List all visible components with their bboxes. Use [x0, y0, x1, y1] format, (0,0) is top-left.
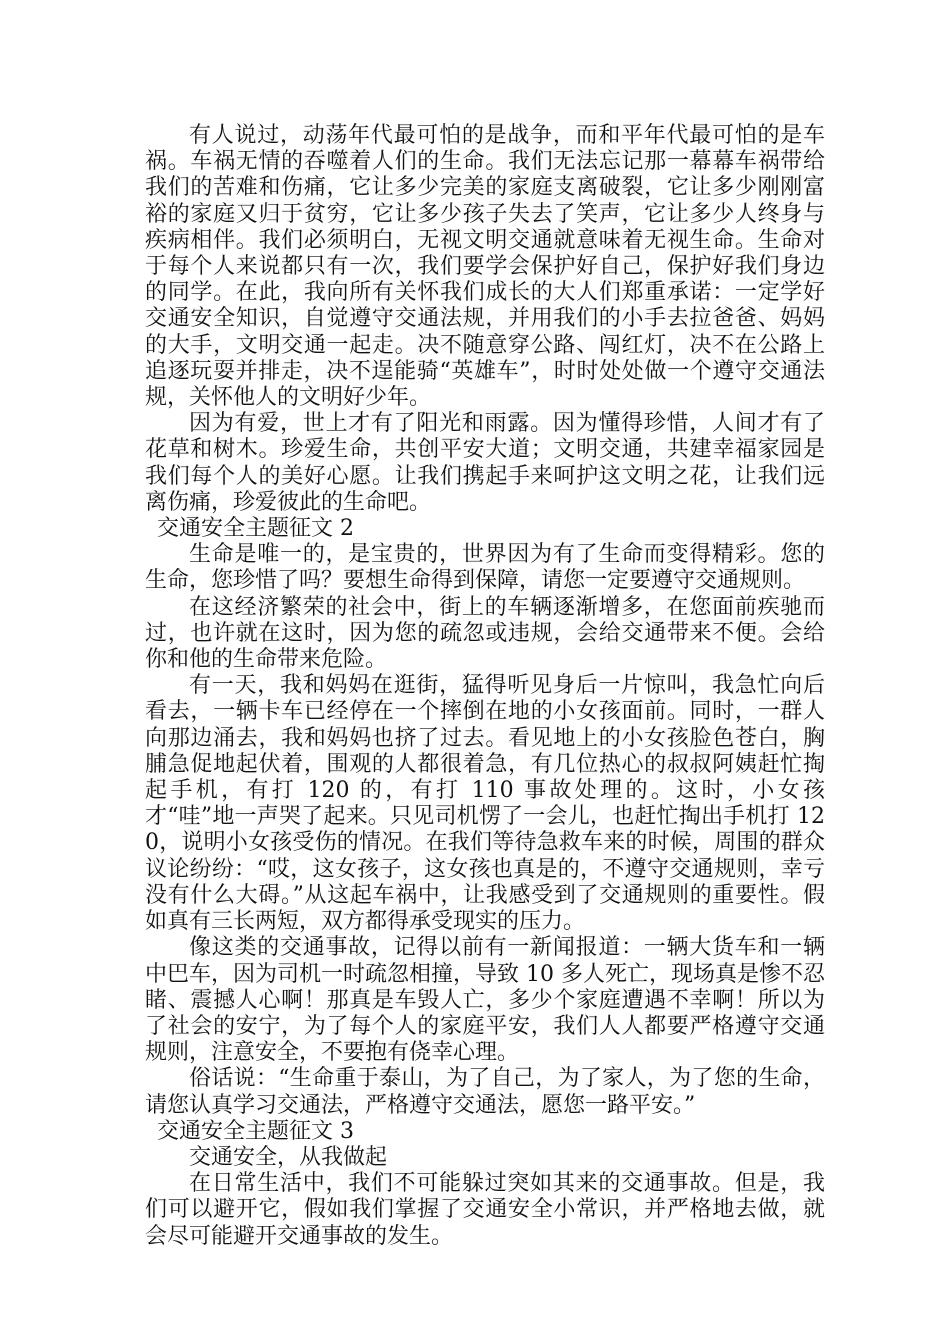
paragraph: 有人说过，动荡年代最可怕的是战争，而和平年代最可怕的是车祸。车祸无情的吞噬着人们的生命。我们无法忘记那一幕幕车祸带给我们的苦难和伤痛，它让多少完美的家庭支离破裂，它让多少刚刚富裕的家庭又归于贫穷，它让多少孩子失去了笑声，它让多少人终身与疾病相伴。我们必须明白，无视文明交通就意味着无视生命。生命对于每个人来说都只有一次，我们要学会保护好自己，保护好我们身边的同学。在此，我向所有关怀我们成长的大人们郑重承诺：一定学好交通安全知识，自觉遵守交通法规，并用我们的小手去拉爸爸、妈妈的大手，文明交通一起走。决不随意穿公路、闯红灯，决不在公路上追逐玩耍并排走，决不逞能骑“英雄车”，时时处处做一个遵守交通法规，关怀他人的文明好少年。 [145, 123, 825, 411]
paragraph: 在这经济繁荣的社会中，街上的车辆逐渐增多，在您面前疾驰而过，也许就在这时，因为您的疏忽或违规，会给交通带来不便。会给你和他的生命带来危险。 [145, 594, 825, 673]
section-heading: 交通安全主题征文 2 [157, 516, 354, 542]
paragraph: 像这类的交通事故，记得以前有一新闻报道：一辆大货车和一辆中巴车，因为司机一时疏忽相撞，导致 10 多人死亡，现场真是惨不忍睹、震撼人心啊！那真是车毁人亡，多少个家庭遭遇不幸啊！所以为了社会的安宁，为了每个人的家庭平安，我们人人都要严格遵守交通规则，注意安全，不要抱有侥幸心理。 [145, 935, 825, 1066]
paragraph: 在日常生活中，我们不可能躲过突如其来的交通事故。但是，我们可以避开它，假如我们掌握了交通安全小常识，并严格地去做，就会尽可能避开交通事故的发生。 [145, 1171, 825, 1249]
paragraph: 生命是唯一的，是宝贵的，世界因为有了生命而变得精彩。您的生命，您珍惜了吗？要想生命得到保障，请您一定要遵守交通规则。 [145, 542, 825, 594]
paragraph: 因为有爱，世上才有了阳光和雨露。因为懂得珍惜，人间才有了花草和树木。珍爱生命，共创平安大道；文明交通，共建幸福家园是我们每个人的美好心愿。让我们携起手来呵护这文明之花，让我们远离伤痛，珍爱彼此的生命吧。 [145, 411, 825, 515]
paragraph: 有一天，我和妈妈在逛街，猛得听见身后一片惊叫，我急忙向后看去，一辆卡车已经停在一个摔倒在地的小女孩面前。同时，一群人向那边涌去，我和妈妈也挤了过去。看见地上的小女孩脸色苍白，胸脯急促地起伏着，围观的人都很着急，有几位热心的叔叔阿姨赶忙掏起手机，有打 120 的，有打 110 事故处理的。这时，小女孩才“哇”地一声哭了起来。只见司机愣了一会儿，也赶忙掏出手机打 120，说明小女孩受伤的情况。在我们等待急救车来的时候，周围的群众议论纷纷：“哎，这女孩子，这女孩也真是的，不遵守交通规则，幸亏没有什么大碍。”从这起车祸中，让我感受到了交通规则的重要性。假如真有三长两短，双方都得承受现实的压力。 [145, 673, 825, 935]
document-body [145, 123, 825, 1250]
paragraph: 俗话说：“生命重于泰山，为了自己，为了家人，为了您的生命，请您认真学习交通法，严格遵守交通法，愿您一路平安。” [145, 1066, 825, 1118]
subtitle-line: 交通安全，从我做起 [189, 1144, 388, 1170]
section-heading: 交通安全主题征文 3 [157, 1118, 354, 1144]
